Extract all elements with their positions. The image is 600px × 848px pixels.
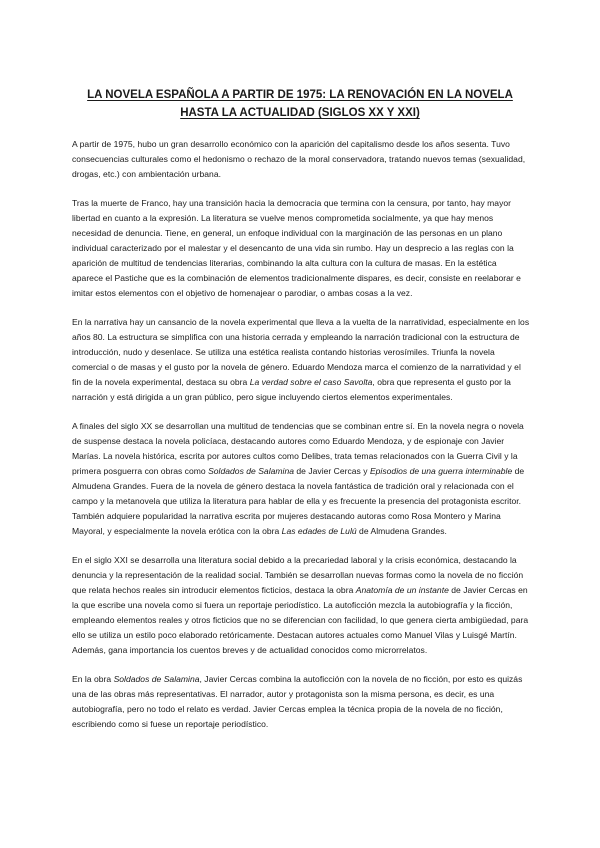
paragraph-text: En el siglo XXI se desarrolla una literatura social debido a la precariedad laboral y la crisis económica, destacando la denuncia y la representación de la realidad social. También se desarrollan nuevas formas como la novela de no ficción que relata hechos reales sin introducir elementos ficticios, destaca la obra bbox=[72, 555, 524, 595]
paragraph bbox=[72, 315, 530, 405]
work-title: Soldados de Salamina bbox=[208, 466, 294, 476]
paragraph-text: de Almudena Grandes. bbox=[356, 526, 447, 536]
paragraph bbox=[72, 553, 530, 658]
work-title: Soldados de Salamina bbox=[113, 674, 200, 684]
paragraph-text: de Javier Cercas en la que escribe una novela como si fuera un reportaje periodístico. La autoficción mezcla la autobiografía y la ficción, empleando elementos reales y otros ficticios que no se diferencian con facilidad, lo que genera cierta ambigüedad, para ello se utiliza un estilo poco elaborado retóricamente. Destacan autores actuales como Manuel Vilas y Luisgé Martín. Además, gana importancia los cuentos breves y de actualidad conocidos como microrrelatos. bbox=[72, 585, 529, 655]
document-title: LA NOVELA ESPAÑOLA A PARTIR DE 1975: LA RENOVACIÓN EN LA NOVELA HASTA LA ACTUALIDAD (SIGLOS XX Y XXI) bbox=[87, 89, 513, 119]
paragraph-text: , Javier Cercas combina la autoficción con la novela de no ficción, por esto es quizás una de las obras más representativas. El narrador, autor y protagonista son la misma persona, es decir, es una autobiografía, pero no todo el relato es verdad. Javier Cercas emplea la técnica propia de la novela de no ficción, escribiendo como si fuese un reportaje periodístico. bbox=[72, 674, 523, 729]
work-title: Las edades de Lulú bbox=[281, 526, 357, 536]
paragraph-text: En la narrativa hay un cansancio de la novela experimental que lleva a la vuelta de la narratividad, especialmente en los años 80. La estructura se simplifica con una historia cerrada y empleando la narración tradicional con la estructura de introducción, nudo y desenlace. Se utiliza una estética realista contando historias verosímiles. Triunfa la novela comercial o de masas y el gusto por la novela de género. Eduardo Mendoza marca el comienzo de la narratividad y el fin de la novela experimental, destaca su obra bbox=[72, 317, 530, 387]
paragraph-text: A finales del siglo XX se desarrollan una multitud de tendencias que se combinan entre sí. En la novela negra o novela de suspense destaca la novela policíaca, destacando autores como Eduardo Mendoza, y de espionaje con Javier Marías. La novela histórica, escrita por autores cultos como Delibes, trata temas relacionados con la Guerra Civil y la primera posguerra con obras como bbox=[72, 421, 524, 476]
paragraph-text: En la obra bbox=[72, 674, 114, 684]
paragraph bbox=[72, 419, 530, 539]
paragraph-text: de Javier Cercas y bbox=[294, 466, 370, 476]
work-title: La verdad sobre el caso Savolta bbox=[249, 377, 373, 387]
paragraph bbox=[72, 137, 530, 182]
paragraph bbox=[72, 672, 530, 732]
work-title: Anatomía de un instante bbox=[355, 585, 449, 595]
paragraph bbox=[72, 196, 530, 301]
paragraph-text: de Almudena Grandes. Fuera de la novela de género destaca la novela fantástica de tradición oral y relacionada con el campo y la metanovela que utiliza la literatura para hablar de ella y es frecuente la presencia del protagonista escritor. También adquiere popularidad la narrativa escrita por mujeres destacando autoras como Rosa Montero y Marina Mayoral, y especialmente la novela erótica con la obra bbox=[72, 466, 525, 536]
document-body bbox=[72, 137, 530, 746]
paragraph-text: A partir de 1975, hubo un gran desarrollo económico con la aparición del capitalismo desde los años sesenta. Tuvo consecuencias culturales como el hedonismo o rechazo de la moral conservadora, tratando nuevos temas (sexualidad, drogas, etc.) con ambientación urbana. bbox=[72, 139, 526, 179]
work-title: Episodios de una guerra interminable bbox=[369, 466, 513, 476]
paragraph-text: , obra que representa el gusto por la narración y está dirigida a un gran público, pero sigue incluyendo ciertos elementos experimentales. bbox=[72, 377, 511, 402]
paragraph-text: Tras la muerte de Franco, hay una transición hacia la democracia que termina con la censura, por tanto, hay mayor libertad en cuanto a la expresión. La literatura se vuelve menos comprometida socialmente, ya que hay menos necesidad de denuncia. Tiene, en general, un enfoque individual con la marginación de las personas en un plano individual caracterizado por el malestar y el desencanto de una vida sin rumbo. Hay un desprecio a las reglas con la aparición de multitud de tendencias literarias, combinando la alta cultura con la cultura de masas. En la estética aparece el Pastiche que es la combinación de elementos tradicionalmente dispares, es decir, consiste en reelaborar e imitar estos elementos con el objetivo de homenajear o parodiar, o ambas cosas a la vez. bbox=[72, 198, 521, 298]
